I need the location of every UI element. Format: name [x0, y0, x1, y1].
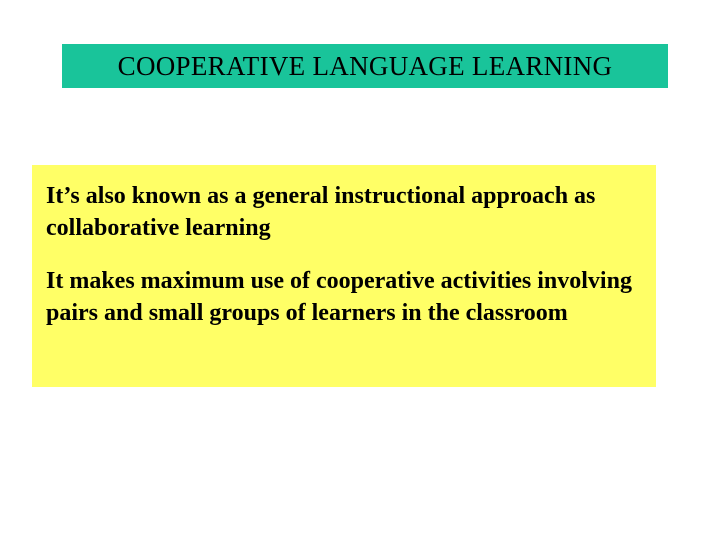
slide-title: COOPERATIVE LANGUAGE LEARNING — [117, 50, 613, 81]
body-paragraph-1: It’s also known as a general instructional approach as collaborative learning — [46, 183, 596, 241]
body-paragraph-2: It makes maximum use of cooperative activities involving pairs and small groups of learners in the classroom — [46, 268, 632, 327]
slide-body-panel — [32, 165, 656, 387]
slide-title-banner — [62, 44, 668, 88]
